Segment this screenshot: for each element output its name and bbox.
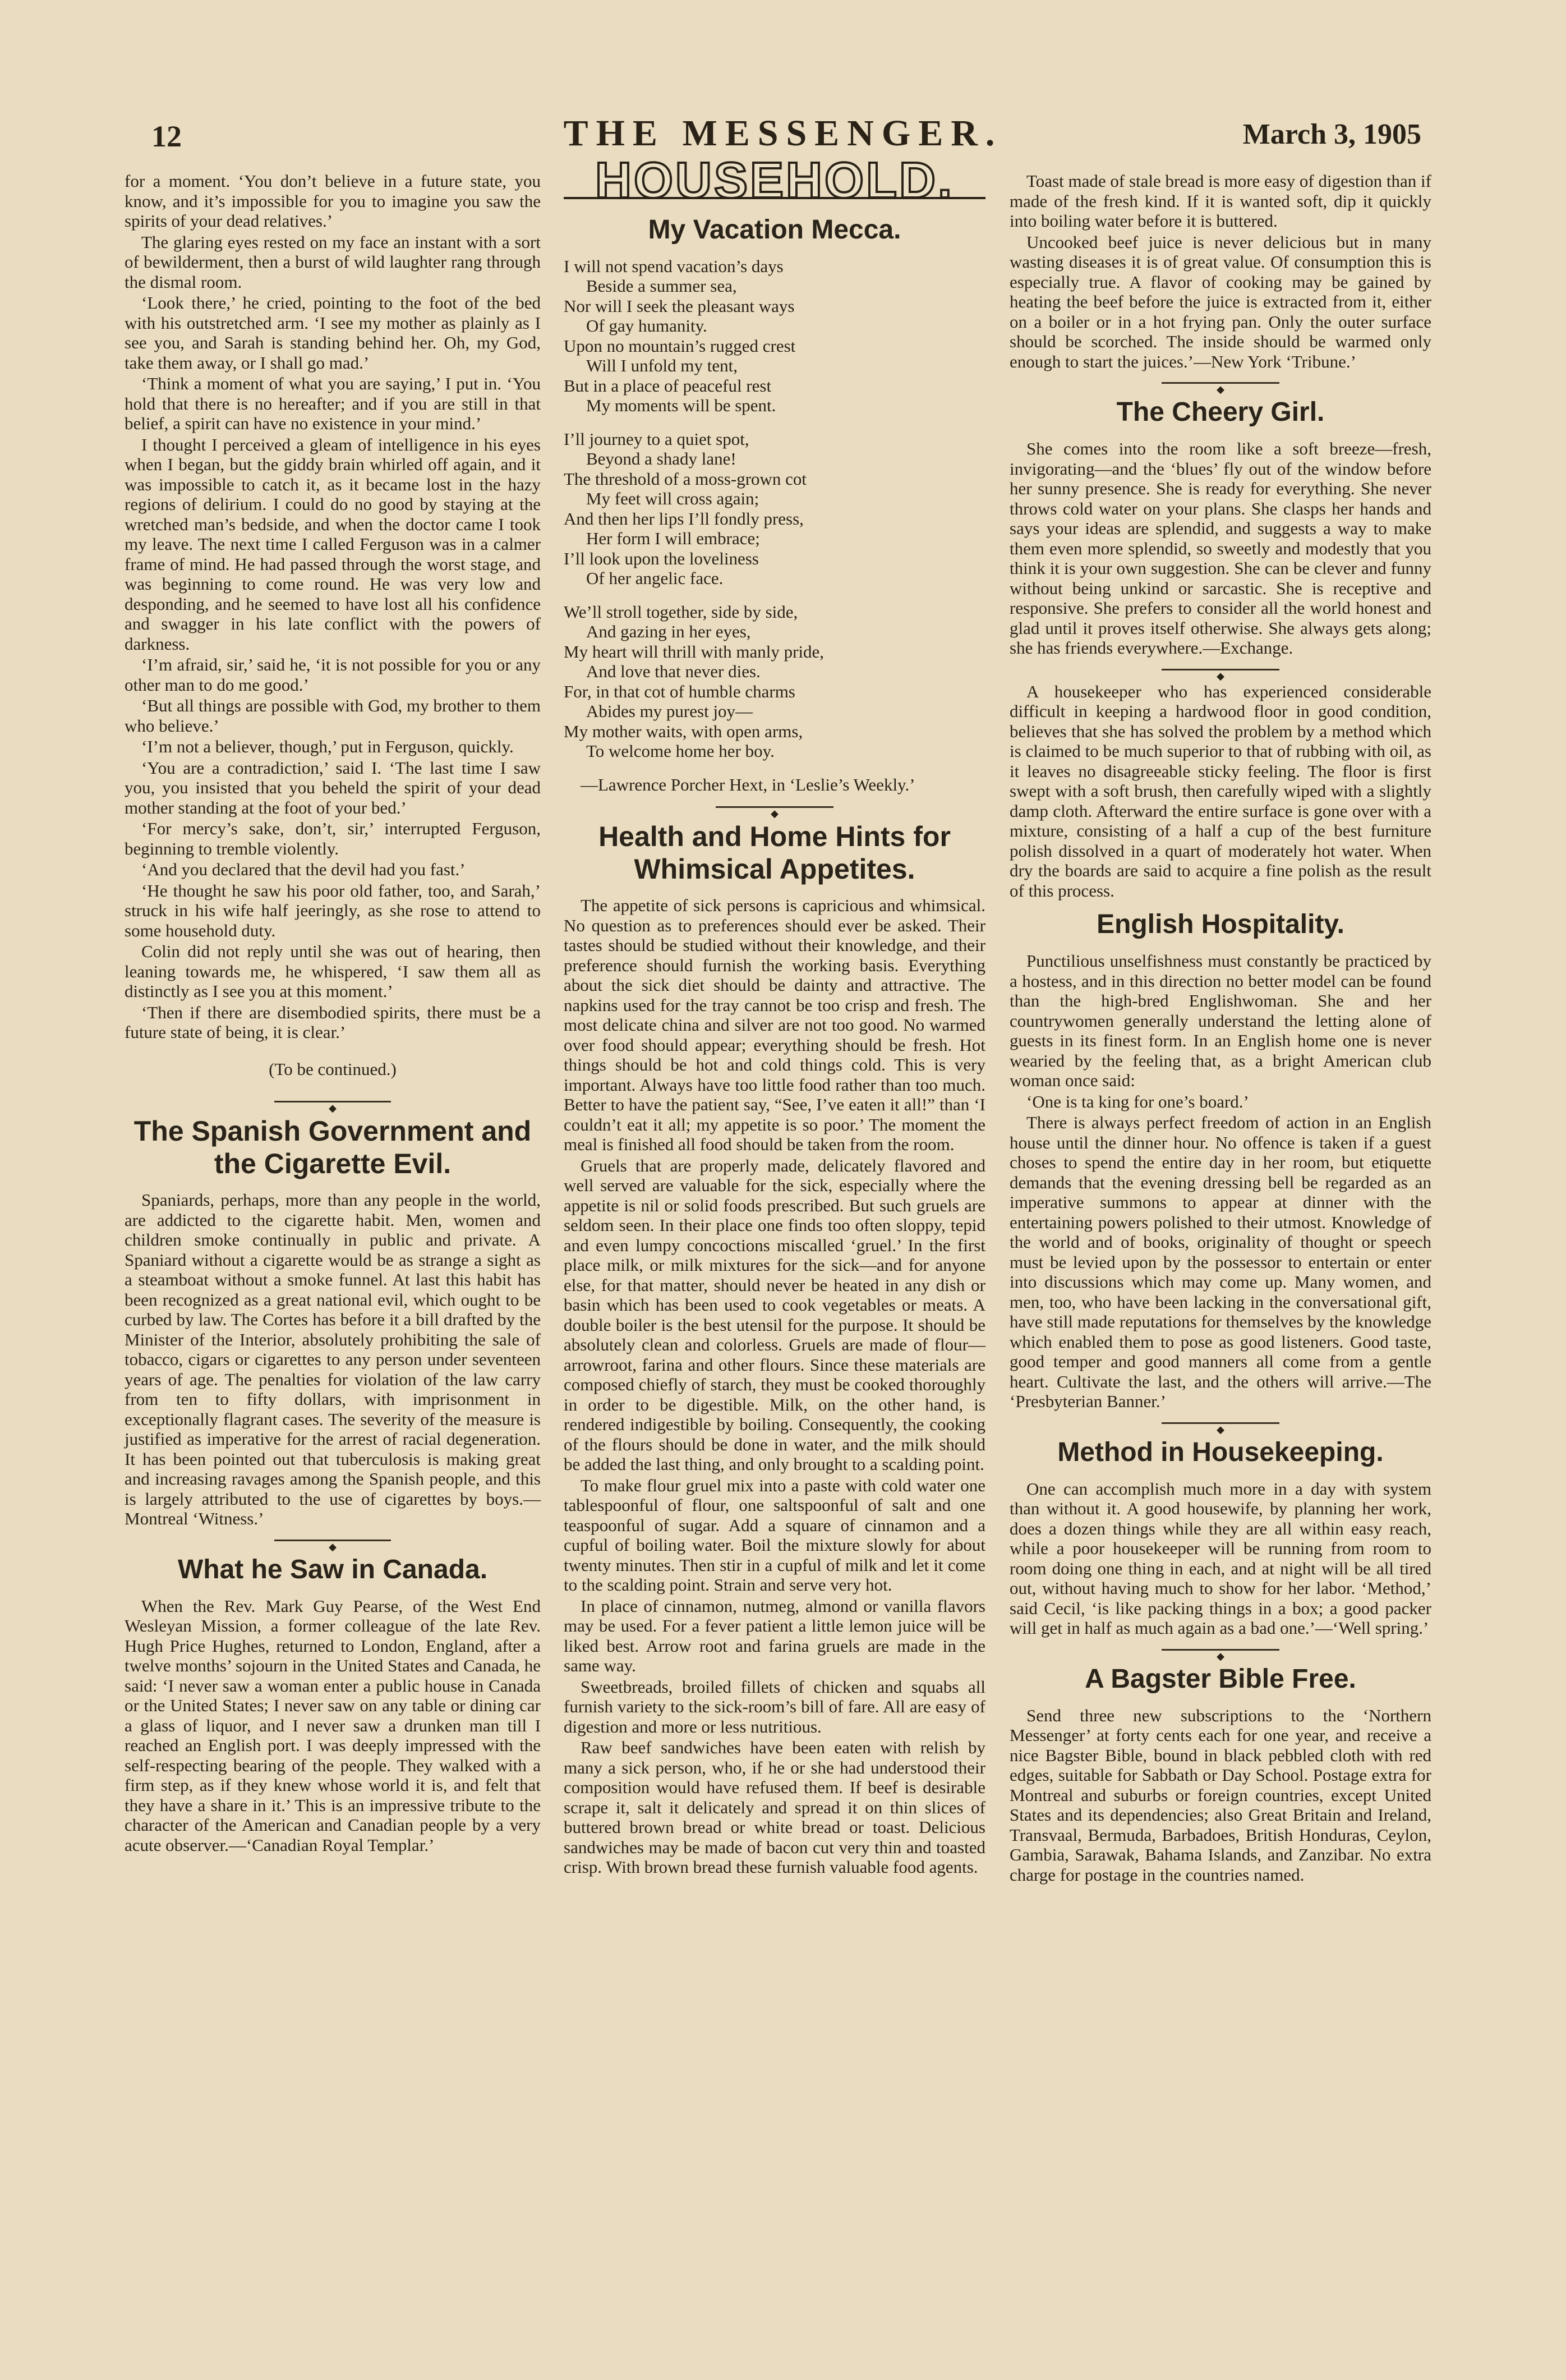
- poem-line: I’ll journey to a quiet spot,: [564, 429, 749, 449]
- article-body-floor: A housekeeper who has experienced considerable difficult in keeping a hardwood floor in good condition, believes that she has solved the problem by a method which is claimed to be much superior to that of rubbing with oil, as it leaves no disagreeable sticky feeling. The floor is first swept with a soft brush, then carefully wiped with a slightly damp cloth. Afterward the entire surface is gone over with a mixture, consisting of a half a cup of the best furniture polish dissolved in a quart of moderately hot water. When dry the boards are said to acquire a fine polish as the result of this process.: [1010, 681, 1431, 900]
- poem-stanza: [564, 256, 985, 416]
- story-paragraph: ‘Look there,’ he cried, pointing to the foot of the bed with his outstretched arm. ‘I see my mother as plainly as I see you, and Sarah is standing behind her. Oh, my God, take them away, or I shall go mad.’: [125, 293, 541, 373]
- poem-line: Nor will I seek the pleasant ways: [564, 296, 795, 316]
- article-body-hints: Raw beef sandwiches have been eaten with relish by many a sick person, who, if he or she had understood their composition would have refused them. If beef is desirable scrape it, salt it delicately and spread it on thin slices of buttered brown bread or white bread or toast. Delicious sandwiches may be made of bacon cut very thin and toasted crisp. With brown bread these furnish valuable food agents.: [564, 1738, 985, 1877]
- poem-line: My moments will be spent.: [586, 396, 776, 415]
- column-2: [564, 153, 985, 1878]
- divider-rule: [1010, 377, 1431, 388]
- divider-rule: [1010, 1417, 1431, 1428]
- article-body-spanish: Spaniards, perhaps, more than any people in the world, are addicted to the cigarette habit. Men, women and children smoke continually in public and private. A Spaniard without a cigarette would be as strange a sight as a steamboat without a smoke funnel. At last this habit has been recognized as a great national evil, which ought to be curbed by law. The Cortes has before it a bill drafted by the Minister of the Interior, absolutely prohibiting the sale of tobacco, cigars or cigarettes to any person under seventeen years of age. The penalties for violation of the law carry from ten to fifty dollars, with imprisonment in exceptionally flagrant cases. The severity of the measure is justified as imperative for the arrest of racial degeneration. It has been pointed out that tuberculosis is making great and increasing ravages among the Spanish people, and this is largely attributed to the use of cigarettes by boys.—Montreal ‘Witness.’: [125, 1190, 541, 1528]
- article-title-canada: What he Saw in Canada.: [177, 1554, 488, 1584]
- article-body-english: ‘One is ta king for one’s board.’: [1026, 1091, 1249, 1111]
- poem-line: We’ll stroll together, side by side,: [564, 601, 798, 622]
- article-body-cheery: She comes into the room like a soft breeze—fresh, invigorating—and the ‘blues’ fly out of the window before her sunny presence. She is ready for everything. She never throws cold water on your plans. She clasps her hands and says your ideas are splendid, and suggests a way to make them even more splendid, so sweetly and modestly that you think it is your own suggestion. She can be clever and funny without being unkind or sarcastic. She is receptive and responsive. She prefers to consider all the world honest and glad until it proves itself otherwise. She always gets along; she has friends everywhere.—Exchange.: [1010, 439, 1431, 658]
- column-1: [125, 171, 541, 1856]
- story-paragraph: ‘You are a contradiction,’ said I. ‘The last time I saw you, you insisted that you beheld the spirit of your dead mother standing at the foot of your bed.’: [125, 757, 541, 817]
- poem-line: I will not spend vacation’s days: [564, 256, 784, 276]
- story-paragraph: ‘I’m afraid, sir,’ said he, ‘it is not possible for you or any other man to do me good.’: [125, 655, 541, 695]
- poem-line: Of her angelic face.: [586, 568, 724, 588]
- story-paragraph: ‘But all things are possible with God, my brother to them who believe.’: [125, 696, 541, 736]
- poem-line: My heart will thrill with manly pride,: [564, 641, 825, 661]
- article-body-toast: Toast made of stale bread is more easy of digestion than if made of the fresh kind. If it is wanted soft, dip it quickly into boiling water before it is buttered.: [1010, 171, 1431, 231]
- to-be-continued: (To be continued.): [269, 1059, 397, 1079]
- divider-rule: [1010, 664, 1431, 675]
- poem-attribution: —Lawrence Porcher Hext, in ‘Leslie’s Weekly.’: [581, 774, 915, 794]
- poem-line: For, in that cot of humble charms: [564, 681, 795, 701]
- poem-line: Beyond a shady lane!: [586, 449, 736, 468]
- article-title-spanish: The Spanish Government and the Cigarette Evil.: [133, 1115, 532, 1179]
- article-body-hints: The appetite of sick persons is capricious and whimsical. No question as to preferences should ever be asked. Their tastes should be studied without their knowledge, and their preference should furnish the working basis. Everything about the sick diet should be dainty and attractive. The napkins used for the tray cannot be too crisp and fresh. The most delicate china and silver are not too good. No warmed over food should appear; everything should be fresh. Hot things should be hot and cold things cold. This is very important. Always have too little food rather than too much. Better to have the patient say, “See, I’ve eaten it all!” than ‘I couldn’t eat it all; my appetite is so poor.’ The moment the meal is finished all food should be taken from the room.: [564, 895, 985, 1154]
- poem-line: And gazing in her eyes,: [586, 622, 751, 641]
- poem-line: Her form I will embrace;: [586, 529, 760, 548]
- poem-line: Beside a summer sea,: [586, 276, 737, 296]
- article-body-hints: To make flour gruel mix into a paste with cold water one tablespoonful of flour, one saltspoonful of salt and one teaspoonful of sugar. Add a square of cinnamon and a cupful of boiling water. Boil the mixture slowly for about twenty minutes. Then stir in a cupful of milk and let it come to the scalding point. Strain and serve very hot.: [564, 1475, 985, 1595]
- story-paragraph: I thought I perceived a gleam of intelligence in his eyes when I began, but the giddy brain whirled off again, and it was impossible to catch it, as it became lost in the hazy regions of delirium. I could do no good by staying at the wretched man’s bedside, and when the doctor came I took my leave. The next time I called Ferguson was in a calmer frame of mind. He had passed through the worst stage, and was beginning to come round. He was very low and desponding, and he seemed to have lost all his confidence and swagger in his late conflict with the powers of darkness.: [125, 434, 541, 654]
- article-body-toast: Uncooked beef juice is never delicious but in many wasting diseases it is of great value. Of consumption this is especially true. A flavor of cooking may be gained by heating the beef before the juice is extracted from it, either on a boiler or in a hot frying pan. Only the outer surface should be scorched. The inside should be warmed only enough to start the juices.’—New York ‘Tribune.’: [1010, 232, 1431, 371]
- poem-line: Abides my purest joy—: [586, 701, 753, 721]
- story-paragraph: The glaring eyes rested on my face an instant with a sort of bewilderment, then a burst of wild laughter rang through the dismal room.: [125, 232, 541, 292]
- poem-line: And love that never dies.: [586, 661, 761, 681]
- poem-line: My feet will cross again;: [586, 489, 759, 508]
- article-body-hints: Sweetbreads, broiled fillets of chicken and squabs all furnish variety to the sick-room’s bill of fare. All are easy of digestion and more or less nutritious.: [564, 1676, 985, 1736]
- story-paragraph: Colin did not reply until she was out of hearing, then leaning towards me, he whispered, ‘I saw them all as distinctly as I see you at this moment.’: [125, 941, 541, 1001]
- divider-rule: [1010, 1644, 1431, 1655]
- poem-stanza: [564, 602, 985, 761]
- poem-stanza: [564, 429, 985, 589]
- article-title-hints: Health and Home Hints for Whimsical Appetites.: [598, 821, 951, 885]
- article-title-method: Method in Housekeeping.: [1057, 1437, 1384, 1467]
- poem-line: Upon no mountain’s rugged crest: [564, 336, 796, 356]
- poem-line: My mother waits, with open arms,: [564, 721, 803, 741]
- poem-line: Will I unfold my tent,: [586, 356, 738, 375]
- article-title-bagster: A Bagster Bible Free.: [1085, 1664, 1356, 1694]
- poem-line: The threshold of a moss-grown cot: [564, 468, 807, 489]
- story-paragraph: for a moment. ‘You don’t believe in a future state, you know, and it’s impossible for you to imagine you saw the spirits of your dead relatives.’: [125, 171, 541, 231]
- article-body-hints: Gruels that are properly made, delicately flavored and well served are valuable for the sick, especially where the appetite is nil or solid foods prescribed. But such gruels are seldom seen. In their place one finds too often sloppy, tepid and even lumpy concoctions miscalled ‘gruel.’ In the first place milk, or milk mixtures for the sick—and for anyone else, for that matter, should never be heated in any dish or basin which has been used to cook vegetables or meats. A double boiler is the best utensil for the purpose. It should be absolutely clean and colorless. Gruels are made of flour—arrowroot, farina and other flours. Since these materials are composed chiefly of starch, they must be cooked thoroughly in order to be digestible. Milk, on the other hand, is rendered indigestible by boiling. Consequently, the cooking of the flours should be done in water, and the milk should be added the last thing, and only brought to a scalding point.: [564, 1155, 985, 1474]
- column-3: [1010, 171, 1431, 1886]
- poem-line: But in a place of peaceful rest: [564, 375, 772, 396]
- story-paragraph: ‘He thought he saw his poor old father, too, and Sarah,’ struck in his wife half jeeringly, as she rose to attend to some household duty.: [125, 880, 541, 940]
- article-title-english: English Hospitality.: [1097, 909, 1344, 939]
- story-paragraph: ‘And you declared that the devil had you fast.’: [141, 860, 466, 879]
- poem-line: And then her lips I’ll fondly press,: [564, 508, 804, 529]
- poem-line: Of gay humanity.: [586, 316, 707, 336]
- article-body-hints: In place of cinnamon, nutmeg, almond or vanilla flavors may be used. For a fever patient a little lemon juice will be liked best. Arrow root and farina gruels are made in the same way.: [564, 1596, 985, 1675]
- section-title-household: HOUSEHOLD.: [595, 153, 955, 209]
- poem-line: I’ll look upon the loveliness: [564, 548, 759, 568]
- article-body-bagster: Send three new subscriptions to the ‘Northern Messenger’ at forty cents each for one year, and receive a nice Bagster Bible, bound in black pebbled cloth with red edges, suitable for Sabbath or Day School. Postage extra for Montreal and suburbs or foreign countries, except United States and its dependencies; also Great Britain and Ireland, Transvaal, Bermuda, Barbadoes, British Honduras, Ceylon, Gambia, Sarawak, Bahama Islands, and Zanzibar. No extra charge for postage in the countries named.: [1010, 1705, 1431, 1885]
- article-body-method: One can accomplish much more in a day with system than without it. A good housewife, by planning her work, does a dozen things while they are all within easy reach, while a poor housekeeper will be running from room to room doing one thing in each, and at night will be all tired out, without having much to show for her labor. ‘Method,’ said Cecil, ‘is like packing things in a box; a good packer will get in half as much again as a bad one.’—‘Well spring.’: [1010, 1478, 1431, 1638]
- story-paragraph: ‘Think a moment of what you are saying,’ I put in. ‘You hold that there is no hereafter; and if you are still in that belief, a spirit can have no existence in your mind.’: [125, 374, 541, 433]
- article-body-english: Punctilious unselfishness must constantly be practiced by a hostess, and in this direction no better model can be found than the high-bred Englishwoman. She and her countrywomen generally understand the letting alone of guests in its finest form. In an English home one is never wearied by the feeling that, as a bright American club woman once said:: [1010, 951, 1431, 1090]
- article-body-english: There is always perfect freedom of action in an English house until the dinner hour. No offence is taken if a guest choses to spend the entire day in her room, but etiquette demands that the evening dressing bell be regarded as an imperative summons to appear at dinner with the entertaining powers polished to their utmost. Knowledge of the world and of books, originality of thought or speech must be levied upon by the possessor to entertain or enter into discussions which may come up. Many women, and men, too, who have been lacking in the conversational gift, have still made reputations for themselves by the knowledge which enabled them to pose as good listeners. Good taste, good temper and good manners all come from a gentle heart. Cultivate the last, and the others will arrive.—The ‘Presbyterian Banner.’: [1010, 1113, 1431, 1411]
- page-number: 12: [151, 120, 182, 153]
- story-paragraph: ‘Then if there are disembodied spirits, there must be a future state of being, it is clear.’: [125, 1002, 541, 1042]
- poem-line: To welcome home her boy.: [586, 741, 775, 761]
- divider-rule: [125, 1096, 541, 1107]
- poem: [564, 256, 985, 795]
- story-paragraph: ‘I’m not a believer, though,’ put in Ferguson, quickly.: [141, 737, 514, 756]
- divider-rule: [125, 1534, 541, 1546]
- divider-rule: [564, 801, 985, 812]
- story-paragraph: ‘For mercy’s sake, don’t, sir,’ interrupted Ferguson, beginning to tremble violently.: [125, 819, 541, 858]
- article-body-canada: When the Rev. Mark Guy Pearse, of the West End Wesleyan Mission, a former colleague of the late Rev. Hugh Price Hughes, returned to London, England, after a twelve months’ sojourn in the United States and Canada, he said: ‘I never saw a woman enter a public house in Canada or the United States; I never saw on any table or dining car a glass of liquor, and I never saw a drunken man till I reached an English port. I was deeply impressed with the self-respecting bearing of the people. They walked with a firm step, as if they knew whose world it is, and felt that they have a share in it.’ This is an impressive tribute to the character of the American and Canadian people by a very acute observer.—‘Canadian Royal Templar.’: [125, 1596, 541, 1855]
- article-title-cheery: The Cheery Girl.: [1116, 397, 1325, 427]
- issue-date: March 3, 1905: [1242, 118, 1421, 150]
- poem-title: My Vacation Mecca.: [648, 214, 901, 245]
- paper-title: THE MESSENGER.: [563, 113, 1003, 154]
